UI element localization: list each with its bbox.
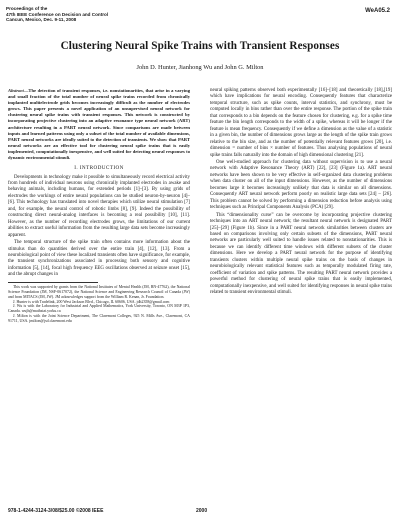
- left-column: [8, 88, 190, 324]
- footnote: J. Wu is with the Laboratory for Industrial and Applied Mathematics, York University, Toronto, ON M3P 1P3, Canada. wujh@mathstat.yorku.ca: [8, 304, 190, 314]
- intro-paragraph: Developments in technology make it possible to simultaneously record electrical activity from hundreds of individual neurons using chronically implanted electrodes in awake and behaving animals, including humans, for extended periods [1]–[3]. By using grids of electrodes the workings of entire neural populations can be studied neuron-by-neuron [4]–[6]. This technology has translated into novel therapies which utilize neural stimulation [7] and, for example, the neural control of robotic limbs [8], [9]. Indeed the possibility of constructing direct neural-analog interfaces is becoming a real possibility [10], [11]. However, as the number of recording electrodes grows, the limitations of our current abilities to extract useful information from the resulting large data sets become increasingly apparent.: [8, 174, 190, 238]
- footnote-divider: [8, 282, 98, 283]
- paper-authors: John D. Hunter, Jianhong Wu and John G. Milton: [136, 64, 264, 71]
- body-paragraph: One well-studied approach for clustering data without supervision is to use a neural network with Adaptive Resonance Theory (ART) [22], [23] (Figure 1a). ART neural networks have been shown to be very effective in self-organized data clustering problems when data cluster on all of the input dimensions. However, as the number of dimensions becomes large it becomes increasingly unlikely that data is similar on all dimensions. Consequently ART neural network perform poorly on realistic large data sets [24] – [26]. This problem cannot be solved by performing a dimension reduction before analysis using techniques such as Principal Components Analysis (PCA) [29].: [210, 159, 392, 211]
- isbn-copyright: 978-1-4244-3124-3/08/$25.00 ©2008 IEEE: [8, 508, 104, 514]
- conference-location: Cancun, Mexico, Dec. 9-11, 2008: [6, 17, 77, 23]
- proceedings-header: [6, 6, 206, 23]
- right-column: [210, 88, 392, 298]
- abstract: [8, 88, 190, 161]
- footnote: J. Milton is with the Joint Science Department, The Claremont Colleges, 925 N. Mills Ave., Claremont, CA 91711, USA. jmilton@jsd.claremont.edu: [8, 314, 190, 324]
- proceedings-line: Proceedings of the: [6, 6, 48, 11]
- paper-title: Clustering Neural Spike Trains with Transient Responses: [60, 40, 340, 52]
- page-number: 2000: [196, 508, 208, 514]
- body-paragraph: neural spiking patterns observed both experimentally [16]–[18] and theoretically [18],[19] which have implications for neural encoding. Consequently features that characterize temporal structure, such as spike counts, interval statistics, and synchrony, must be computed locally in bins rather than over the entire response. The portion of the spike train that corresponds to a bin depends on the feature chosen for clustering, e.g. for a spike time feature the bin length corresponds to the width of a spike, whereas it will be longer if the feature is mean frequency. Consequently if we define a dimension as the value of a statistic in a given bin, the number of dimensions grows large as the length of the spike train grows relative to the bin size, and as the number of potentially relevant features grows [20], i.e. dimension = number of bins × number of features. Thus analysing populations of neural spike trains falls naturally into the domain of high dimensional clustering [21].: [210, 88, 392, 158]
- body-paragraph: This “dimensionality curse” can be overcome by incorporating projective clustering techniques into an ART neural network; the resultant neural network is designated PART [25]–[29] (Figure 1b). Since in a PART neural network similarities between clusters are based on comparisons involving only certain subsets of the dimensions, PART neural networks are particularly well suited to handle issues related to nonstationarities. This is because we can identify different time windows with different subsets of the cluster dimensions. Here we develop a PART neural network for the purpose of identifying transients clusters within multiple neural spike trains on the basis of changes in neurobiologically relevant statistical features such as temporally modulated firing rate, coefficient of variation and spike patterns. The resulting PART neural network provides a powerful method for clustering of neural spike trains that is easily implemented, computationally inexpensive, and well suited for identifying responses in neural spike trains related to transient environmental stimuli.: [210, 212, 392, 296]
- intro-paragraph: The temporal structure of the spike train often contains more information about the stimulus than do quantities derived over the entire train [4], [12], [13]. From a neurobiological point of view these localized transients often have significance, for example, the transient synchronizations associated in processing both sensory and cognitive information [5], [14], focal high frequency EEG oscillations observed at seizure onset [15], and the abrupt changes in: [8, 240, 190, 278]
- abstract-lead: Abstract: [8, 88, 24, 93]
- conference-name: 47th IEEE Conference on Decision and Control: [6, 11, 109, 17]
- abstract-text: —The detection of transient responses, i.e. nonstationarities, that arise in a varying and small fraction of the total number of neural spike trains recorded from chronically implanted multielectrode grids becomes increasingly difficult as the number of electrodes grows. This paper presents a novel application of an unsupervised neural network for clustering neural spike trains with transient responses. This network is constructed by incorporating projective clustering into an adaptive resonance type neural network (ART) architecture resulting in a PART neural network. Since comparisons are made between inputs and learned patterns using only a subset of the total number of available dimensions, PART neural networks are ideally suited to the detection of transients. We show that PART neural networks are an effective tool for clustering neural spike trains that is easily implemented, computationally inexpensive, and well suited for detecting neural responses to dynamic environmental stimuli.: [8, 88, 190, 161]
- footnote: J. Hunter is with Tradelink, 200 West Jackson Blvd., Chicago, IL 60606, USA. jdh2358@gmail.com: [13, 299, 170, 304]
- footnote: This work was supported by grants from the National Institutes of Mental Health (JM, RN-47762), the National Science Foundation (JM, NSF-0617072), the National Science and Engineering Research Council of Canada (JW) and from MITACS (JM, JW). JM acknowledges support from the William R. Kenan, Jr. Foundation.: [8, 284, 190, 299]
- section-heading-introduction: I. INTRODUCTION: [74, 165, 124, 172]
- paper-id: WeA05.2: [365, 8, 390, 14]
